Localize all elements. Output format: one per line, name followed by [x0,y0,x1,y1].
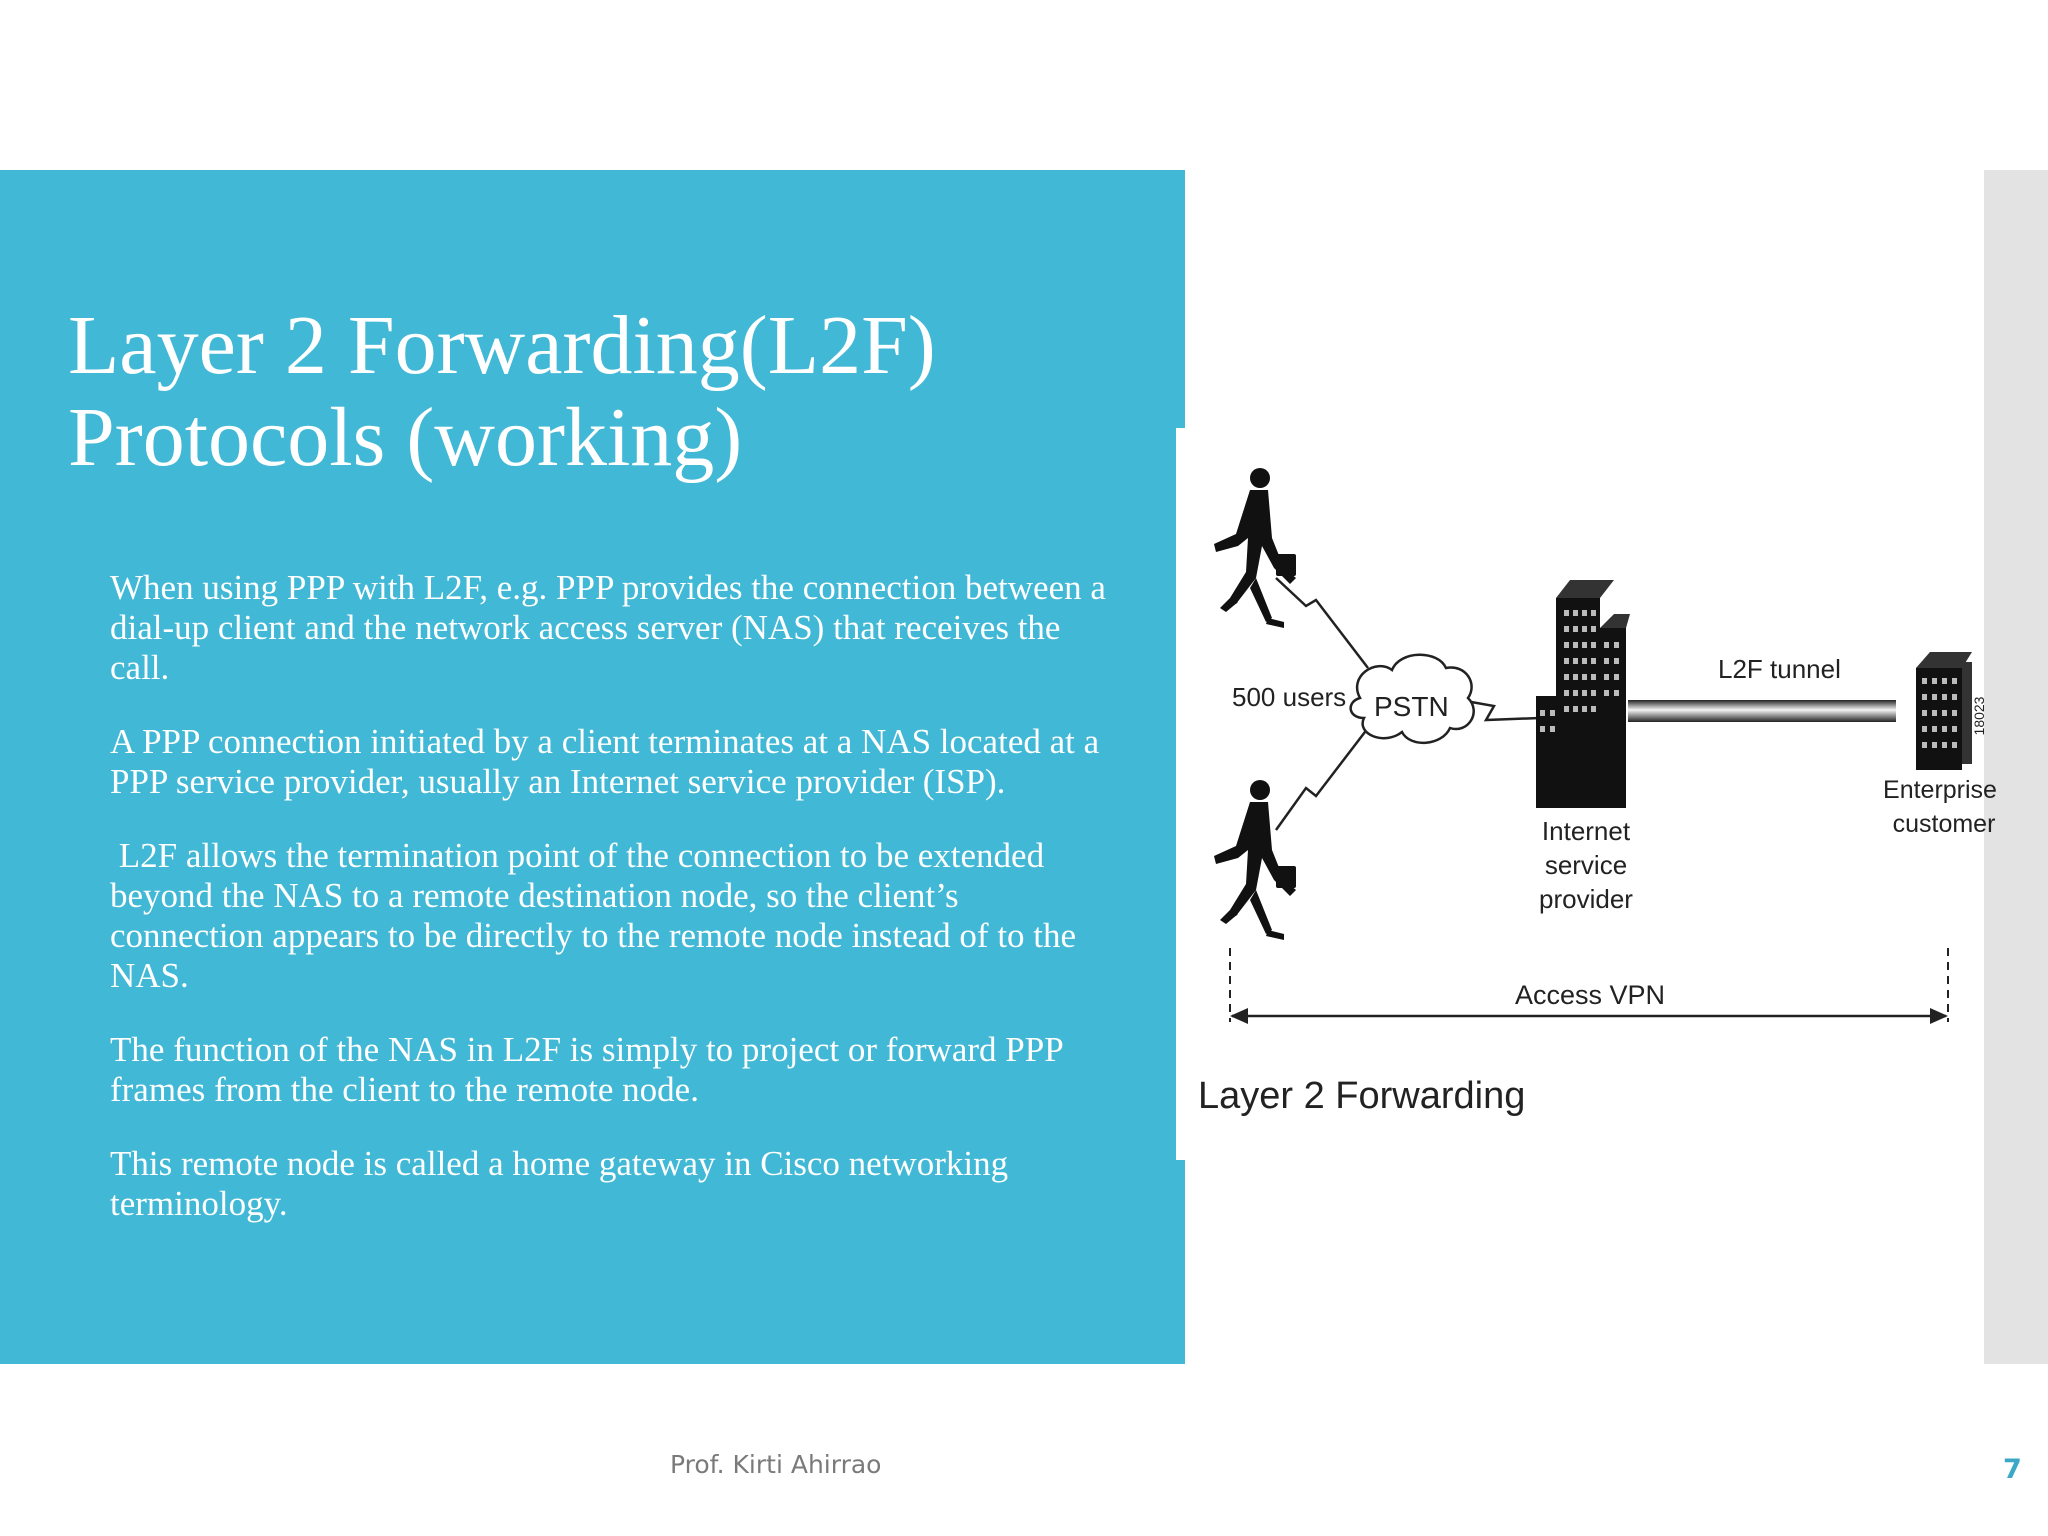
slide-title [68,300,1148,484]
vpn-arrow-left [1230,1008,1248,1024]
l2f-tunnel-pipe [1628,700,1896,722]
body-text [110,568,1110,1258]
footer-author: Prof. Kirti Ahirrao [670,1450,882,1479]
paragraph: When using PPP with L2F, e.g. PPP provides the connection between a dial-up client and the network access server (NAS) that receives the call. [110,568,1106,687]
figure-code: 18023 [1971,696,1987,736]
enterprise-label-line-2: customer [1892,810,1996,838]
user-top-icon [1214,468,1296,628]
diagram-canvas [1176,428,1997,1160]
page-number: 7 [2003,1454,2022,1485]
dialup-link-bottom [1276,728,1368,830]
isp-building-icon [1536,580,1630,808]
paragraph: This remote node is called a home gateway in Cisco networking terminology. [110,1144,1009,1223]
pstn-label: PSTN [1374,691,1449,722]
vpn-arrow-right [1930,1008,1948,1024]
l2f-diagram [1176,428,1997,1160]
tunnel-label: L2F tunnel [1718,654,1841,684]
paragraph: A PPP connection initiated by a client terminates at a NAS located at a PPP service provider, usually an Internet service provider (ISP). [110,722,1100,801]
isp-label-line-2: service [1544,850,1628,880]
side-bar [1984,170,2048,1364]
dialup-link-top [1276,578,1368,668]
enterprise-label-line-1: Enterprise [1883,776,1997,804]
paragraph: The function of the NAS in L2F is simply to project or forward PPP frames from the client to the remote node. [110,1030,1063,1109]
title-line-2: Protocols (working) [68,391,743,484]
isp-label-line-1: Internet [1541,816,1631,846]
enterprise-building-icon [1916,652,1972,770]
users-label: 500 users [1232,682,1347,712]
title-line-1: Layer 2 Forwarding(L2F) [68,299,936,392]
user-bottom-icon [1214,780,1296,940]
figure-caption: Layer 2 Forwarding [1198,1075,1526,1117]
isp-label-line-3: provider [1539,884,1633,914]
vpn-label: Access VPN [1514,980,1666,1010]
paragraph: L2F allows the termination point of the connection to be extended beyond the NAS to a remote destination node, so the client’s connection appears to be directly to the remote node instead of to the NAS. [110,836,1085,995]
